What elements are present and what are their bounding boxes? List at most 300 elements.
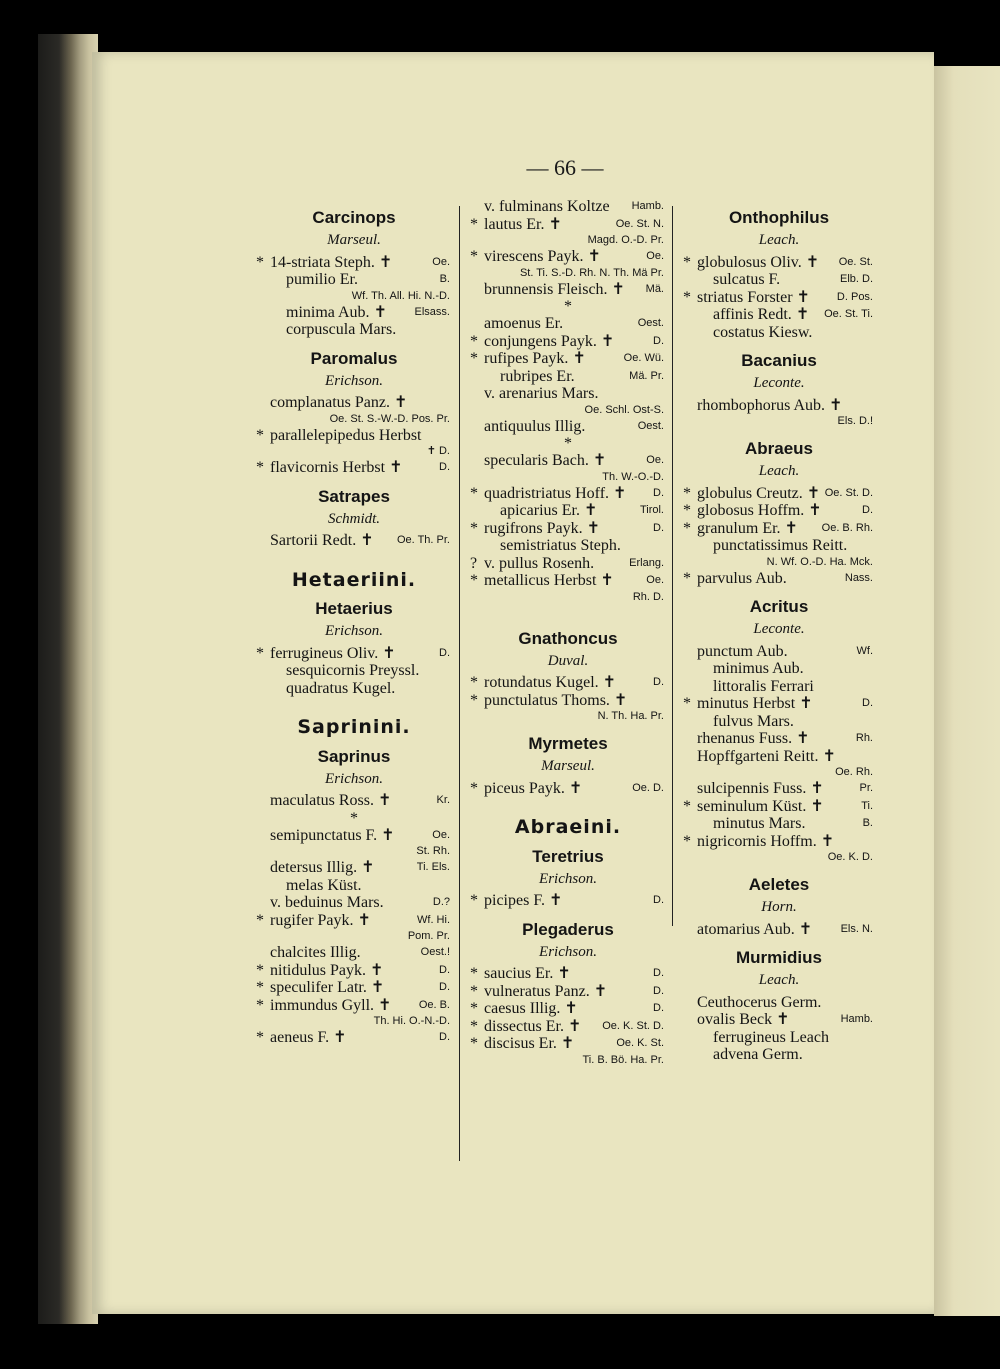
- page-number: — 66 —: [526, 155, 604, 180]
- species-name: v. pullus Rosenh.: [484, 554, 595, 572]
- genus-heading: Saprinus: [317, 746, 391, 766]
- marker-symbol: *: [683, 502, 691, 519]
- marker-symbol: *: [256, 426, 264, 444]
- cross-mark-icon: ✝: [799, 695, 813, 712]
- species-name: rufipes Payk.: [484, 350, 569, 367]
- species-entry: [681, 748, 877, 766]
- cross-mark-icon: ✝: [360, 532, 374, 549]
- species-name: semistriatus Steph.: [500, 537, 621, 554]
- distribution-continuation: Oe. Rh.: [835, 766, 873, 778]
- species-name: minima Aub.: [286, 303, 370, 321]
- species-entry: [681, 833, 877, 851]
- distribution-code: D.: [653, 984, 664, 997]
- species-name: ovalis Beck: [697, 1011, 773, 1028]
- tribe-heading: Abraeini.: [514, 816, 622, 838]
- species-name: rotundatus Kugel.: [484, 674, 599, 691]
- species-name: quadratus Kugel.: [286, 679, 396, 697]
- species-name: antiquulus Illig.: [484, 417, 586, 435]
- species-entry: [468, 418, 668, 436]
- distribution-code: Oe. St.: [838, 255, 873, 268]
- species-name: apicarius Er.: [500, 502, 580, 519]
- species-name: costatus Kiesw.: [713, 323, 813, 341]
- species-entry: [681, 730, 877, 748]
- cross-mark-icon: ✝: [613, 484, 627, 502]
- genus-heading: Aeletes: [748, 875, 810, 894]
- distribution-code: Nass.: [844, 571, 873, 584]
- distribution-continuation: Rh. D.: [632, 590, 664, 603]
- marker-symbol: *: [470, 965, 478, 982]
- species-name: punctatissimus Reitt.: [713, 537, 848, 554]
- distribution-code: D.: [862, 697, 873, 709]
- species-name: parallelepipedus Herbst: [270, 426, 422, 444]
- species-name: sulcipennis Fuss.: [697, 780, 807, 797]
- cross-mark-icon: ✝: [593, 982, 608, 1000]
- synonym-entry: [468, 368, 668, 386]
- distribution-code: B.: [439, 273, 450, 285]
- species-name: pumilio Er.: [286, 271, 358, 288]
- distribution-code: Kr.: [436, 794, 450, 806]
- synonym-entry: [254, 877, 454, 895]
- species-name: saucius Er.: [484, 965, 554, 982]
- distribution-code: Oe.: [432, 828, 450, 841]
- genus-author: Leach.: [758, 463, 800, 479]
- column-1: [254, 198, 454, 1047]
- distribution-continuation: St. Ti. S.-D. Rh. N. Th. Mä Pr.: [519, 266, 664, 279]
- marker-symbol: *: [470, 572, 478, 589]
- cross-mark-icon: ✝: [795, 306, 810, 323]
- cross-mark-icon: ✝: [796, 730, 810, 747]
- genus-heading: Myrmetes: [528, 734, 608, 753]
- distribution-code: Elsass.: [414, 305, 450, 318]
- species-entry: [254, 792, 454, 810]
- cross-mark-icon: ✝: [572, 350, 586, 367]
- distribution-code: Oe. K. St.: [616, 1037, 664, 1049]
- marker-symbol: *: [470, 779, 478, 797]
- genus-heading: Paromalus: [310, 348, 398, 368]
- synonym-entry: [468, 502, 668, 520]
- synonym-entry: [254, 304, 454, 322]
- genus-heading: Onthophilus: [728, 208, 830, 227]
- species-name: rhenanus Fuss.: [697, 730, 793, 747]
- marker-symbol: *: [256, 644, 264, 662]
- species-name: punctulatus Thoms.: [484, 691, 610, 709]
- distribution-code: Oe. B.: [418, 998, 450, 1011]
- genus-author: Leconte.: [753, 621, 805, 637]
- species-entry: [254, 827, 454, 845]
- species-entry: [254, 979, 454, 997]
- distribution-code: Oest.!: [420, 946, 450, 958]
- distribution-code: D.: [653, 894, 664, 906]
- species-name: caesus Illig.: [484, 1000, 561, 1017]
- marker-symbol: *: [256, 459, 264, 476]
- marker-symbol: *: [470, 484, 478, 502]
- distribution-code: D.: [653, 486, 664, 499]
- species-name: lautus Er.: [484, 215, 545, 233]
- species-entry: [681, 570, 877, 588]
- distribution-code: D. Pos.: [836, 290, 873, 303]
- marker-symbol: *: [470, 1035, 478, 1052]
- distribution-code: B.: [862, 817, 873, 829]
- species-name: corpuscula Mars.: [286, 321, 397, 338]
- species-entry: [468, 281, 668, 299]
- species-entry: [254, 645, 454, 663]
- marker-symbol: *: [256, 1029, 264, 1046]
- species-name: Hopffgarteni Reitt.: [697, 747, 819, 765]
- marker-symbol: ?: [470, 554, 478, 572]
- distribution-continuation: St. Rh.: [416, 845, 450, 857]
- marker-symbol: *: [470, 248, 478, 265]
- species-name: melas Küst.: [286, 876, 362, 894]
- species-name: minutus Herbst: [697, 695, 796, 712]
- species-name: parvulus Aub.: [697, 569, 787, 587]
- genus-heading: Hetaerius: [315, 599, 393, 618]
- marker-symbol: *: [683, 569, 691, 587]
- synonym-entry: [681, 271, 877, 289]
- species-name: minimus Aub.: [713, 660, 804, 677]
- species-entry: [468, 555, 668, 573]
- species-entry: [468, 333, 668, 351]
- distribution-code: Hamb.: [840, 1013, 873, 1025]
- genus-heading: Murmidius: [736, 948, 822, 967]
- species-name: picipes F.: [484, 892, 545, 909]
- distribution-code: D.?: [432, 896, 450, 908]
- marker-symbol: *: [683, 832, 691, 850]
- distribution-continuation: ✝ D.: [426, 445, 450, 457]
- marker-symbol: *: [256, 961, 264, 979]
- marker-symbol: *: [256, 911, 264, 929]
- species-name: amoenus Er.: [484, 315, 564, 332]
- synonym-entry: [254, 321, 454, 339]
- facing-page-edge: [934, 66, 1000, 1316]
- species-entry: [468, 1035, 668, 1053]
- marker-symbol: *: [683, 519, 691, 537]
- species-entry: [254, 997, 454, 1015]
- distribution-code: Oe. K. St. D.: [602, 1019, 664, 1032]
- distribution-code: Oe. Wü.: [623, 352, 664, 364]
- cross-mark-icon: ✝: [798, 920, 813, 938]
- cross-mark-icon: ✝: [600, 332, 615, 350]
- cross-mark-icon: ✝: [568, 1017, 582, 1035]
- distribution-code: D.: [653, 676, 664, 688]
- species-entry: [681, 1011, 877, 1029]
- cross-mark-icon: ✝: [784, 519, 798, 537]
- distribution-code: Ti.: [861, 799, 873, 812]
- cross-mark-icon: ✝: [602, 674, 617, 691]
- cross-mark-icon: ✝: [586, 519, 601, 537]
- distribution-code: Oe.: [646, 454, 664, 466]
- cross-mark-icon: ✝: [548, 215, 562, 233]
- cross-mark-icon: ✝: [611, 280, 625, 298]
- distribution-code: Erlang.: [629, 556, 664, 569]
- genus-author: Schmidt.: [327, 510, 381, 527]
- species-name: ferrugineus Oliv.: [270, 644, 379, 662]
- genus-author: Marseul.: [327, 232, 381, 248]
- species-entry: [468, 1000, 668, 1018]
- distribution-code: Els. N.: [840, 922, 873, 935]
- cross-mark-icon: ✝: [370, 979, 385, 996]
- synonym-entry: [254, 662, 454, 680]
- species-name: rugifer Payk.: [270, 911, 354, 929]
- species-name: sulcatus F.: [713, 271, 781, 288]
- species-entry: [468, 385, 668, 403]
- species-name: brunnensis Fleisch.: [484, 280, 608, 298]
- species-entry: [681, 254, 877, 272]
- species-name: complanatus Panz.: [270, 394, 390, 411]
- species-name: vulneratus Panz.: [484, 982, 590, 1000]
- species-entry: [468, 198, 668, 216]
- species-entry: [681, 798, 877, 816]
- cross-mark-icon: ✝: [805, 253, 820, 271]
- species-name: detersus Illig.: [270, 859, 358, 876]
- distribution-code: Elb. D.: [839, 273, 873, 285]
- distribution-code: Rh.: [855, 732, 873, 744]
- species-entry: [254, 394, 454, 412]
- genus-heading: Satrapes: [318, 486, 390, 506]
- species-entry: [681, 643, 877, 661]
- cross-mark-icon: ✝: [564, 1000, 578, 1017]
- distribution-code: Pr.: [859, 782, 873, 794]
- distribution-code: Oe. D.: [632, 781, 664, 794]
- species-entry: [468, 892, 668, 910]
- species-name: conjungens Payk.: [484, 332, 597, 350]
- species-name: advena Germ.: [713, 1046, 803, 1063]
- distribution-code: D.: [653, 334, 664, 347]
- distribution-continuation: N. Wf. O.-D. Ha. Mck.: [766, 555, 873, 568]
- distribution-code: D.: [653, 521, 664, 534]
- species-entry: [681, 485, 877, 503]
- genus-author: Marseul.: [541, 758, 595, 774]
- species-entry: [468, 350, 668, 368]
- species-entry: [468, 248, 668, 266]
- species-name: specularis Bach.: [484, 452, 589, 469]
- species-entry: [468, 692, 668, 710]
- species-name: 14-striata Steph.: [270, 253, 375, 271]
- synonym-entry: [681, 1029, 877, 1047]
- species-entry: [468, 315, 668, 333]
- synonym-entry: [254, 680, 454, 698]
- genus-author: Leach.: [758, 232, 800, 248]
- cross-mark-icon: ✝: [587, 248, 601, 265]
- species-entry: [468, 674, 668, 692]
- genus-author: Erichson.: [539, 943, 597, 960]
- cross-mark-icon: ✝: [370, 961, 384, 979]
- species-entry: [254, 894, 454, 912]
- genus-author: Erichson.: [539, 870, 597, 887]
- species-entry: [468, 452, 668, 470]
- cross-mark-icon: ✝: [557, 965, 571, 982]
- species-entry: [468, 216, 668, 234]
- distribution-code: D.: [439, 646, 450, 659]
- cross-mark-icon: ✝: [808, 502, 822, 519]
- species-entry: [254, 459, 454, 477]
- synonym-entry: [681, 678, 877, 696]
- distribution-code: D.: [653, 967, 664, 979]
- genus-heading: Carcinops: [312, 208, 396, 227]
- marker-symbol: *: [683, 695, 691, 712]
- spacer: [468, 605, 668, 619]
- distribution-code: Oe. Th. Pr.: [397, 534, 450, 546]
- species-entry: [681, 780, 877, 798]
- species-name: piceus Payk.: [484, 779, 565, 797]
- marker-symbol: *: [470, 350, 478, 367]
- species-entry: [681, 695, 877, 713]
- species-name: Ceuthocerus Germ.: [697, 993, 822, 1011]
- distribution-code: D.: [439, 461, 450, 473]
- species-name: virescens Payk.: [484, 248, 584, 265]
- species-entry: [254, 1029, 454, 1047]
- synonym-entry: [468, 537, 668, 555]
- cross-mark-icon: ✝: [333, 1029, 347, 1046]
- species-entry: [681, 994, 877, 1012]
- marker-symbol: *: [470, 1000, 478, 1017]
- distribution-continuation: Oe. K. D.: [827, 851, 873, 863]
- cross-mark-icon: ✝: [810, 797, 824, 815]
- species-name: punctum Aub.: [697, 642, 788, 660]
- species-entry: [468, 1018, 668, 1036]
- cross-mark-icon: ✝: [357, 911, 371, 929]
- distribution-code: Oe. St. Ti.: [824, 308, 873, 320]
- cross-mark-icon: ✝: [378, 792, 392, 809]
- cross-mark-icon: ✝: [796, 288, 810, 306]
- species-entry: [254, 912, 454, 930]
- species-name: Sartorii Redt.: [270, 532, 357, 549]
- genus-heading: Gnathoncus: [518, 628, 618, 648]
- genus-author: Erichson.: [325, 623, 383, 639]
- cross-mark-icon: ✝: [389, 459, 403, 476]
- cross-mark-icon: ✝: [373, 303, 387, 321]
- species-name: flavicornis Herbst: [270, 459, 386, 476]
- distribution-code: D.: [439, 1031, 450, 1043]
- genus-heading: Plegaderus: [522, 919, 614, 939]
- distribution-code: Wf. Hi.: [417, 913, 450, 926]
- distribution-continuation: Pom. Pr.: [407, 930, 450, 942]
- marker-symbol: *: [470, 674, 478, 691]
- genus-heading: Teretrius: [532, 846, 604, 866]
- synonym-entry: [681, 537, 877, 555]
- cross-mark-icon: ✝: [583, 502, 598, 519]
- cross-mark-icon: ✝: [613, 691, 628, 709]
- column-rule-right: [672, 206, 673, 926]
- genus-author: Erichson.: [325, 770, 383, 787]
- distribution-continuation: Wf. Th. All. Hi. N.-D.: [351, 289, 450, 302]
- species-name: globulosus Oliv.: [697, 253, 802, 271]
- genus-heading: Bacanius: [741, 351, 817, 370]
- species-name: immundus Gyll.: [270, 996, 375, 1014]
- species-entry: [468, 485, 668, 503]
- distribution-continuation: Magd. O.-D. Pr.: [587, 234, 664, 246]
- species-name: striatus Forster: [697, 288, 793, 306]
- species-name: nigricornis Hoffm.: [697, 832, 817, 850]
- species-entry: [681, 289, 877, 307]
- genus-author: Leconte.: [753, 375, 805, 391]
- species-entry: [468, 780, 668, 798]
- marker-symbol: *: [470, 892, 478, 909]
- synonym-entry: [681, 324, 877, 342]
- species-name: rhombophorus Aub.: [697, 396, 825, 414]
- cross-mark-icon: ✝: [361, 859, 375, 876]
- group-separator: *: [350, 809, 358, 827]
- distribution-code: Hamb.: [631, 200, 664, 212]
- marker-symbol: *: [470, 215, 478, 233]
- species-entry: [468, 983, 668, 1001]
- distribution-code: Wf.: [856, 644, 873, 657]
- cross-mark-icon: ✝: [806, 484, 821, 502]
- distribution-code: D.: [439, 981, 450, 993]
- synonym-entry: [681, 306, 877, 324]
- cross-mark-icon: ✝: [393, 394, 408, 411]
- synonym-entry: [681, 660, 877, 678]
- distribution-code: Ti. Els.: [416, 861, 450, 873]
- species-entry: [681, 502, 877, 520]
- synonym-entry: [254, 271, 454, 289]
- species-name: v. fulminans Koltze: [484, 198, 610, 215]
- species-entry: [681, 397, 877, 415]
- species-entry: [468, 965, 668, 983]
- species-entry: [468, 572, 668, 590]
- cross-mark-icon: ✝: [592, 452, 607, 469]
- distribution-code: Oe. B. Rh.: [821, 521, 873, 534]
- cross-mark-icon: ✝: [776, 1011, 790, 1028]
- species-entry: [681, 520, 877, 538]
- cross-mark-icon: ✝: [381, 826, 395, 844]
- marker-symbol: *: [470, 691, 478, 709]
- species-name: atomarius Aub.: [697, 920, 795, 938]
- distribution-code: Oe. St. D.: [824, 486, 873, 499]
- marker-symbol: *: [683, 797, 691, 815]
- species-entry: [681, 921, 877, 939]
- distribution-continuation: N. Th. Ha. Pr.: [597, 710, 664, 722]
- genus-author: Leach.: [758, 972, 800, 988]
- species-entry: [254, 254, 454, 272]
- species-entry: [254, 859, 454, 877]
- species-name: discisus Er.: [484, 1035, 557, 1052]
- column-2: [468, 198, 668, 1068]
- species-name: v. beduinus Mars.: [270, 894, 384, 911]
- distribution-continuation: Oe. St. S.-W.-D. Pos. Pr.: [329, 412, 450, 425]
- species-entry: [254, 427, 454, 445]
- genus-heading: Acritus: [749, 597, 809, 616]
- marker-symbol: *: [470, 1017, 478, 1035]
- cross-mark-icon: ✝: [810, 780, 824, 797]
- distribution-code: Mä.: [645, 282, 664, 295]
- cross-mark-icon: ✝: [378, 996, 392, 1014]
- species-name: semipunctatus F.: [270, 826, 378, 844]
- cross-mark-icon: ✝: [829, 396, 843, 414]
- distribution-code: Oe.: [646, 250, 664, 262]
- distribution-code: D.: [653, 1002, 664, 1014]
- marker-symbol: *: [470, 982, 478, 1000]
- cross-mark-icon: ✝: [378, 253, 393, 271]
- synonym-entry: [681, 815, 877, 833]
- marker-symbol: *: [470, 519, 478, 537]
- marker-symbol: *: [683, 288, 691, 306]
- marker-symbol: *: [470, 332, 478, 350]
- distribution-code: Oe.: [432, 255, 450, 268]
- species-name: sesquicornis Preyssl.: [286, 662, 420, 679]
- synonym-entry: [681, 713, 877, 731]
- species-name: dissectus Er.: [484, 1017, 564, 1035]
- tribe-heading: Saprinini.: [297, 716, 411, 738]
- genus-author: Duval.: [547, 652, 589, 669]
- distribution-continuation: Th. Hi. O.-N.-D.: [373, 1015, 450, 1027]
- marker-symbol: *: [683, 484, 691, 502]
- group-separator: *: [564, 435, 572, 452]
- species-name: rubripes Er.: [500, 367, 575, 385]
- marker-symbol: *: [256, 979, 264, 996]
- distribution-code: Oe.: [646, 574, 664, 586]
- cross-mark-icon: ✝: [820, 832, 835, 850]
- group-separator: *: [564, 298, 572, 315]
